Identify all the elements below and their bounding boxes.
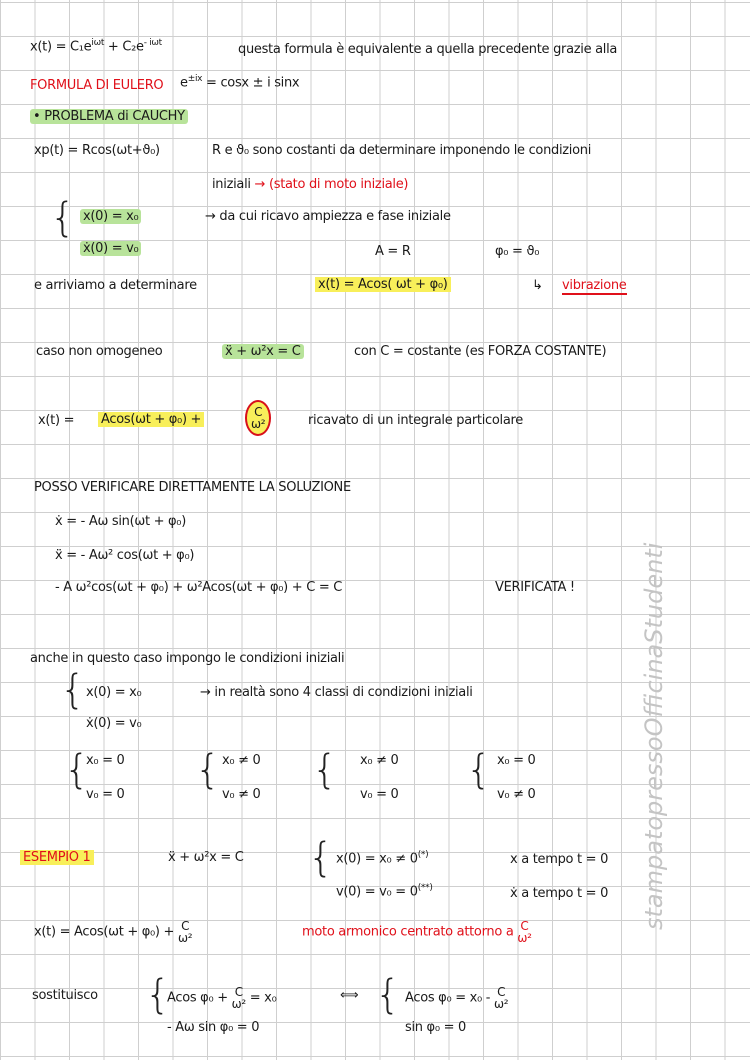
esempio-label: ESEMPIO 1 [20,850,94,865]
case3-a: x₀ ≠ 0 [360,753,399,768]
iniziali-text: iniziali → (stato di moto iniziale) [212,177,409,192]
case2-a: x₀ ≠ 0 [222,753,261,768]
brace: { [375,972,401,1018]
esempio-desc-a: x a tempo t = 0 [510,852,609,867]
con-text: con C = costante (es FORZA COSTANTE) [354,344,607,359]
caso-text: caso non omogeneo [36,344,163,359]
particular-fraction: C ω² [245,400,271,436]
posso-title: POSSO VERIFICARE DIRETTAMENTE LA SOLUZIONE [34,480,351,495]
sostituisco-text: sostituisco [32,988,98,1003]
sub-eq-a: Acos φ₀ + C ω² = x₀ [167,985,277,1011]
second-derivative: ẍ = - Aω² cos(ωt + φ₀) [55,548,195,563]
case1-a: x₀ = 0 [86,753,125,768]
brace: { [195,747,221,793]
sub2-eq-b: sin φ₀ = 0 [405,1020,466,1035]
esempio-cond-a: x(0) = x₀ ≠ 0(*) [336,850,429,867]
ricavato-text: ricavato di un integrale particolare [308,413,523,428]
brace: { [50,195,76,241]
x-example-eq: x(t) = Acos(ωt + φ₀) + C ω² [34,919,193,945]
esempio-cond-b: v(0) = v₀ = 0(**) [336,883,433,900]
xp-eq: xp(t) = Rcos(ωt+ϑ₀) [34,143,160,158]
euler-eq: $e^{\pm ix} = \cos x \pm i$ sinx [180,74,300,91]
case4-b: v₀ ≠ 0 [497,787,536,802]
anche-text: anche in questo caso impongo le condizioni iniziali [30,651,345,666]
arrow: ↳ [532,278,543,293]
case3-b: v₀ = 0 [360,787,399,802]
case1-b: v₀ = 0 [86,787,125,802]
x-solution: x(t) = Acos( ωt + φ₀) [315,277,451,292]
sys2-a: x(0) = x₀ [86,685,142,700]
arriviamo-text: e arriviamo a determinare [34,278,197,293]
verificata-label: VERIFICATA ! [495,580,575,595]
sys2-b: ẋ(0) = v₀ [86,716,142,731]
esempio-eq: ẍ + ω²x = C [168,850,244,865]
eq-general-solution: $x(t) = C_1e^{i\omega t} + C_2e^{- i\omega t}$ [30,38,162,55]
case4-a: x₀ = 0 [497,753,536,768]
xp-text: R e ϑ₀ sono costanti da determinare imponendo le condizioni [212,143,592,158]
sys1-a: x(0) = x₀ [80,209,141,224]
classi-text: → in realtà sono 4 classi di condizioni iniziali [200,685,473,700]
caso-eq: ẍ + ω²x = C [222,344,304,359]
brace: { [308,835,334,881]
brace: { [145,972,171,1018]
a-eq: A = R [375,244,411,259]
brace: { [60,667,86,713]
moto-text: moto armonico centrato attorno a C ω² [302,919,532,945]
sys1-b: ẋ(0) = v₀ [80,241,141,256]
sub2-eq-a: Acos φ₀ = x₀ - C ω² [405,985,509,1011]
text-equivalent: questa formula è equivalente a quella precedente grazie alla [238,42,618,57]
cauchy-title: • PROBLEMA di CAUCHY [30,109,188,124]
brace: { [466,747,492,793]
verification-eq: - A ω²cos(ωt + φ₀) + ω²Acos(ωt + φ₀) + C = C [55,580,343,595]
esempio-desc-b: ẋ a tempo t = 0 [510,886,609,901]
case2-b: v₀ ≠ 0 [222,787,261,802]
da-cui-text: → da cui ricavo ampiezza e fase iniziale [205,209,451,224]
vibrazione-label: vibrazione [562,278,627,293]
x-nonhom-label: x(t) = [38,413,75,428]
sub-eq-b: - Aω sin φ₀ = 0 [167,1020,260,1035]
x-nonhom-eq: Acos(ωt + φ₀) + [98,412,204,427]
phi-eq: φ₀ = ϑ₀ [495,244,540,259]
brace: { [64,747,90,793]
iff-symbol: ⟺ [340,988,359,1003]
brace: { [312,747,338,793]
first-derivative: ẋ = - Aω sin(ωt + φ₀) [55,514,186,529]
euler-label: FORMULA DI EULERO [30,78,164,93]
